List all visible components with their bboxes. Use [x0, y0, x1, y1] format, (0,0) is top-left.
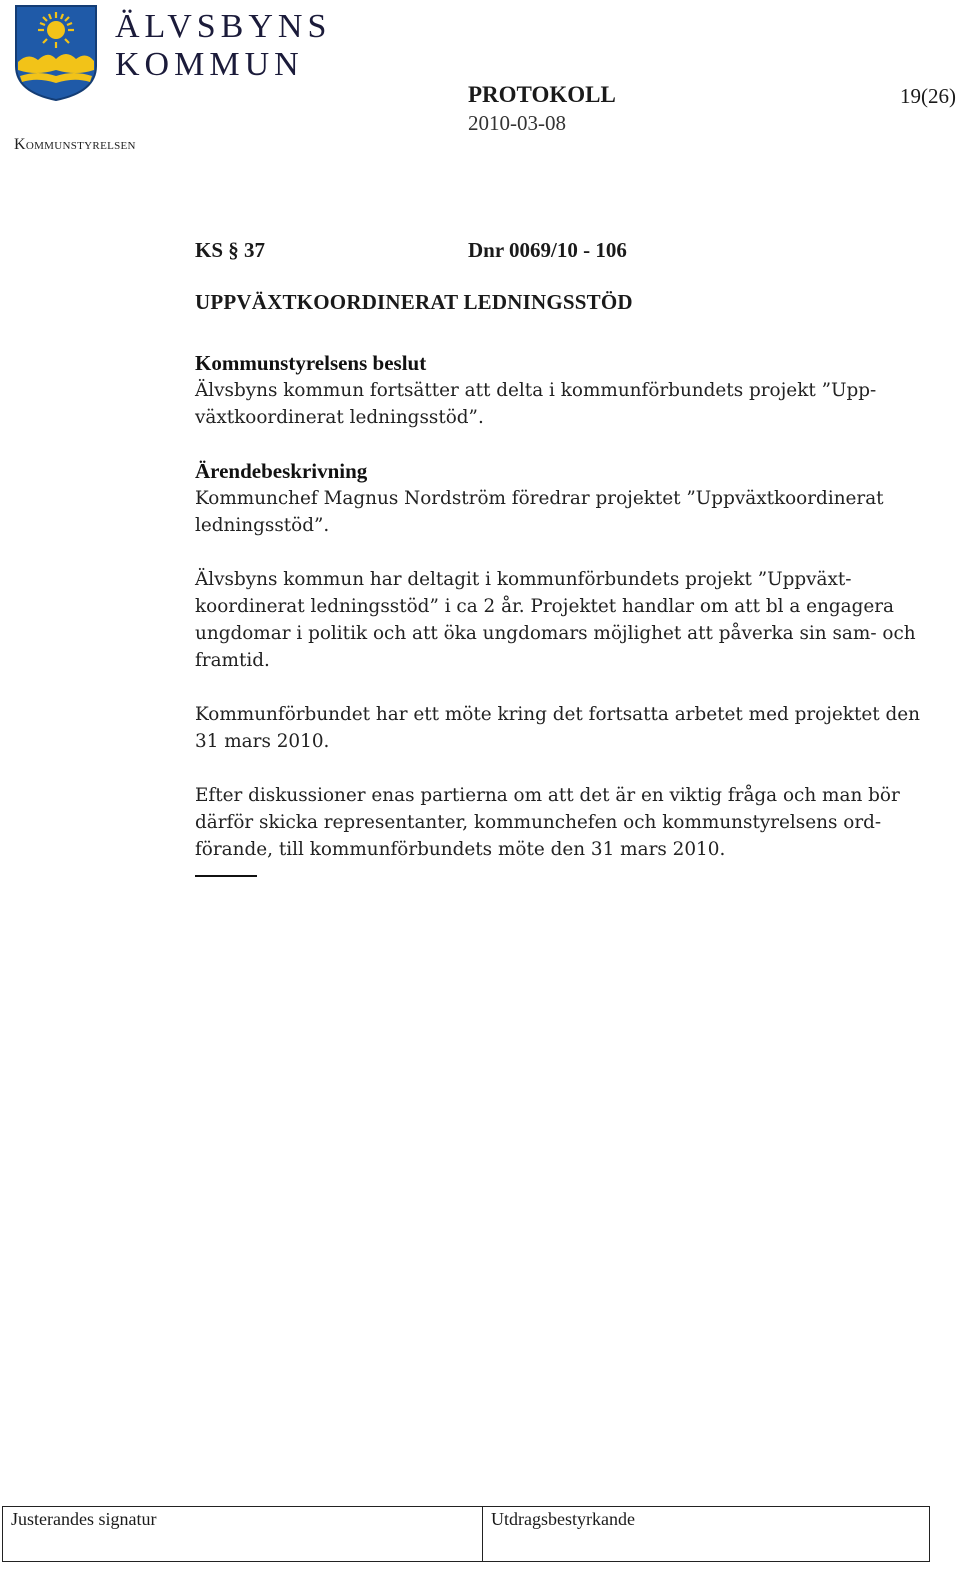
description-p4-line-3: förande, till kommunförbundets möte den 31 mars 2010. — [195, 839, 726, 860]
document-body — [195, 350, 930, 877]
description-heading: Ärendebeskrivning — [195, 459, 368, 483]
description-p1-line-1: Kommunchef Magnus Nordström föredrar projektet ”Uppväxtkoordinerat — [195, 488, 884, 509]
section-end-rule — [195, 875, 257, 877]
org-name-line1: ÄLVSBYNS — [115, 8, 332, 45]
extract-certification-cell — [483, 1507, 960, 1561]
case-title: UPPVÄXTKOORDINERAT LEDNINGSSTÖD — [195, 290, 633, 314]
description-p4-line-1: Efter diskussioner enas partierna om att det är en viktig fråga och man bör — [195, 785, 900, 806]
decision-line-1: Älvsbyns kommun fortsätter att delta i kommunförbundets projekt ”Upp- — [195, 380, 877, 401]
description-p2-line-1: Älvsbyns kommun har deltagit i kommunförbundets projekt ”Uppväxt- — [195, 569, 852, 590]
signature-label: Justerandes signatur — [11, 1509, 157, 1529]
decision-line-2: växtkoordinerat ledningsstöd”. — [195, 407, 484, 428]
description-p4-line-2: därför skicka representanter, kommunchefen och kommunstyrelsens ord- — [195, 812, 882, 833]
coat-of-arms-icon — [14, 4, 98, 102]
description-paragraph-3 — [195, 701, 930, 755]
municipality-name — [115, 8, 331, 84]
extract-certification-label: Utdragsbestyrkande — [491, 1509, 635, 1529]
description-p2-line-4: framtid. — [195, 650, 270, 671]
description-p2-line-3: ungdomar i politik och att öka ungdomars möjlighet att påverka sin sam- och — [195, 623, 916, 644]
description-paragraph-2 — [195, 566, 930, 674]
document-date: 2010-03-08 — [468, 111, 566, 135]
signature-cell — [3, 1507, 483, 1561]
signature-table — [2, 1506, 930, 1562]
department-name: Kommunstyrelsen — [14, 136, 136, 153]
description-paragraph-4 — [195, 782, 930, 863]
case-registration-number: Dnr 0069/10 - 106 — [468, 238, 627, 262]
description-p2-line-2: koordinerat ledningsstöd” i ca 2 år. Projektet handlar om att bl a engagera — [195, 596, 895, 617]
description-p1-line-2: ledningsstöd”. — [195, 515, 330, 536]
case-paragraph-number: KS § 37 — [195, 238, 266, 262]
description-p3-line-1: Kommunförbundet har ett möte kring det fortsatta arbetet med projektet den — [195, 704, 920, 725]
description-p3-line-2: 31 mars 2010. — [195, 731, 330, 752]
page-number: 19(26) — [900, 84, 956, 108]
decision-heading: Kommunstyrelsens beslut — [195, 351, 427, 375]
org-name-line2: KOMMUN — [115, 46, 304, 83]
document-type: PROTOKOLL — [468, 82, 616, 107]
decision-text — [195, 377, 930, 431]
description-paragraph-1 — [195, 485, 930, 539]
